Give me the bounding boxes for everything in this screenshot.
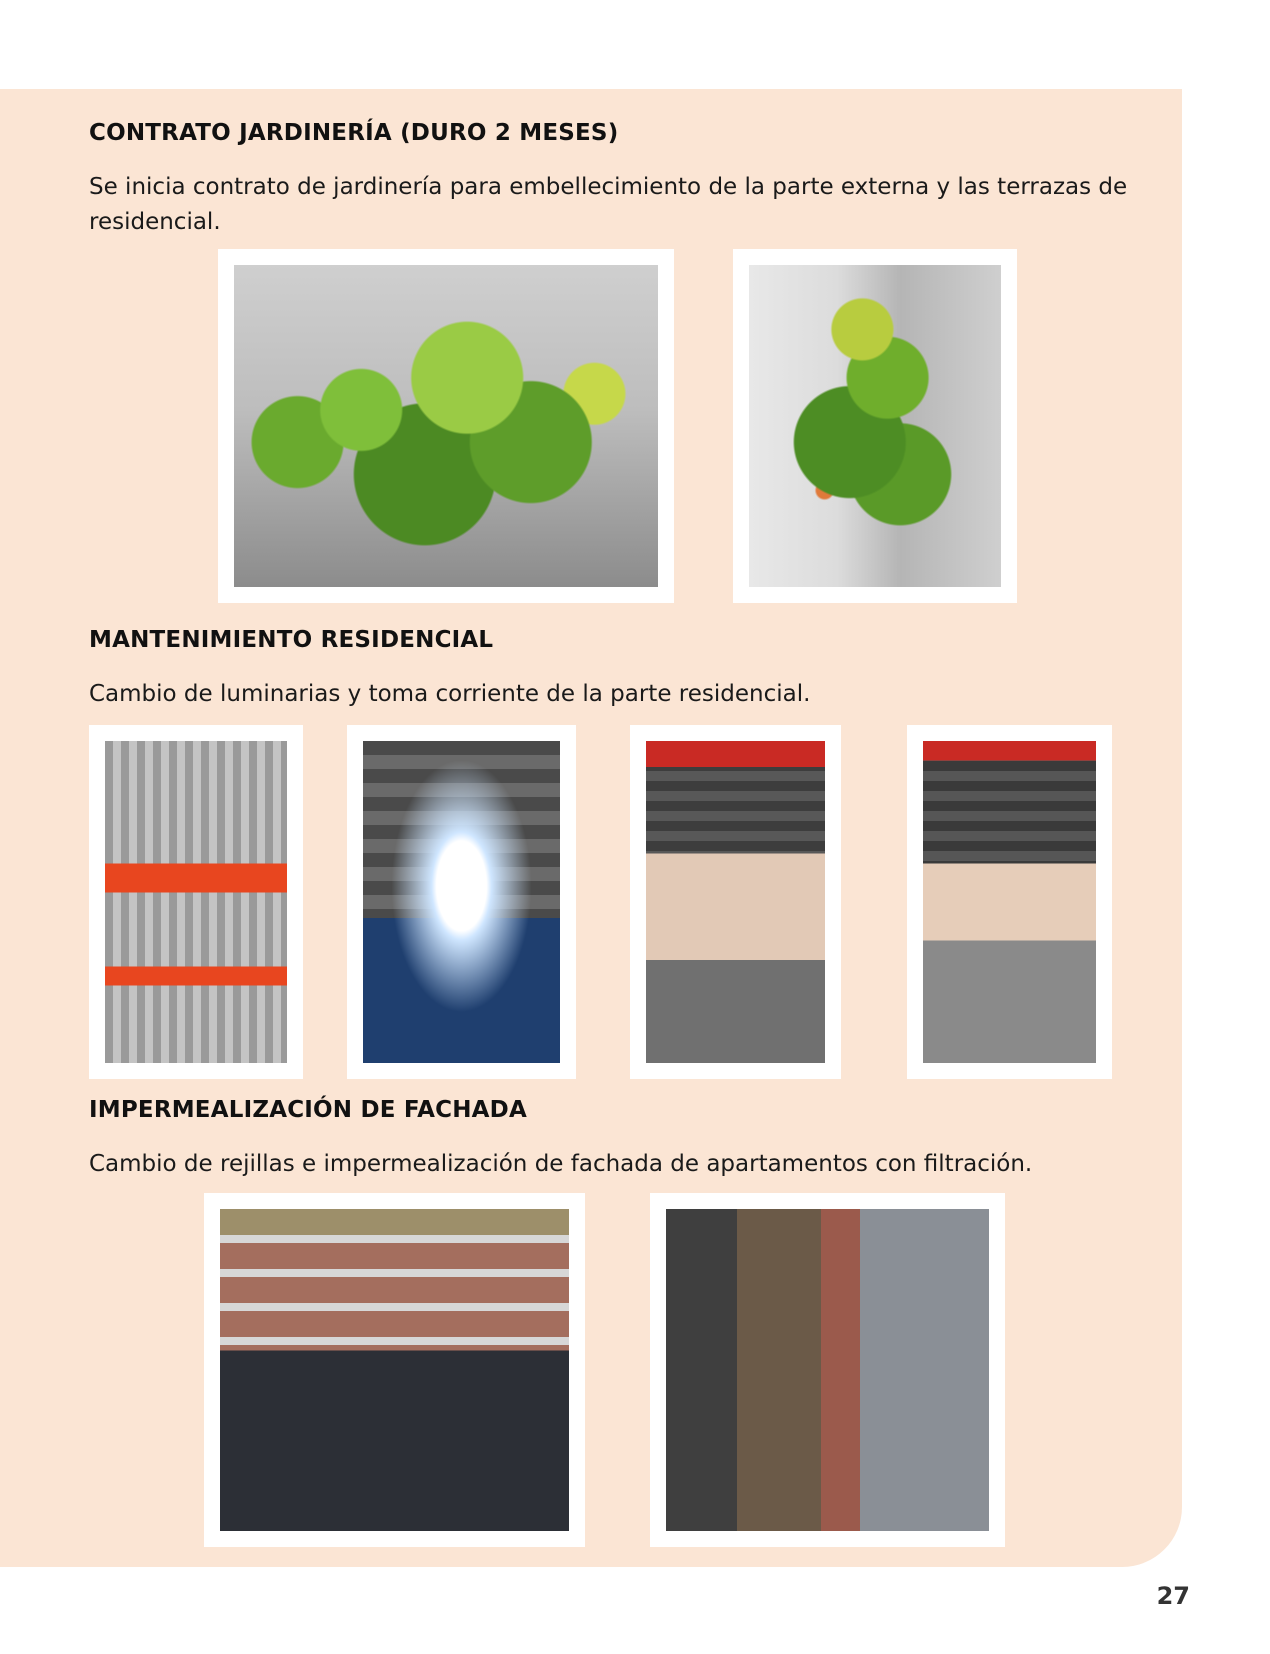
photo-facade-climber xyxy=(204,1193,585,1547)
photo-facade-side xyxy=(650,1193,1005,1547)
section-heading-mantenimiento: MANTENIMIENTO RESIDENCIAL xyxy=(89,627,494,653)
section-heading-fachada: IMPERMEALIZACIÓN DE FACHADA xyxy=(89,1097,527,1123)
page-number: 27 xyxy=(1156,1582,1190,1610)
photo-hallway-2 xyxy=(907,725,1112,1079)
photo-plants-stairs xyxy=(218,249,674,603)
photo-hallway-1 xyxy=(630,725,841,1079)
photo-hallway-1-image xyxy=(646,741,825,1063)
photo-facade-climber-image xyxy=(220,1209,569,1531)
photo-ceiling-wiring-image xyxy=(105,741,287,1063)
photo-worker-installing-light xyxy=(347,725,576,1079)
photo-worker-installing-light-image xyxy=(363,741,560,1063)
section-text-jardineria: Se inicia contrato de jardinería para embellecimiento de la parte externa y las terrazas de residencial. xyxy=(89,174,1128,235)
photo-ceiling-wiring xyxy=(89,725,303,1079)
section-text-mantenimiento: Cambio de luminarias y toma corriente de la parte residencial. xyxy=(89,681,811,707)
photo-plants-corridor-image xyxy=(749,265,1001,587)
photo-facade-side-image xyxy=(666,1209,989,1531)
photo-hallway-2-image xyxy=(923,741,1096,1063)
section-text-fachada: Cambio de rejillas e impermealización de fachada de apartamentos con filtración. xyxy=(89,1151,1033,1177)
photo-plants-corridor xyxy=(733,249,1017,603)
section-heading-jardineria: CONTRATO JARDINERÍA (DURO 2 MESES) xyxy=(89,120,619,146)
photo-plants-stairs-image xyxy=(234,265,658,587)
